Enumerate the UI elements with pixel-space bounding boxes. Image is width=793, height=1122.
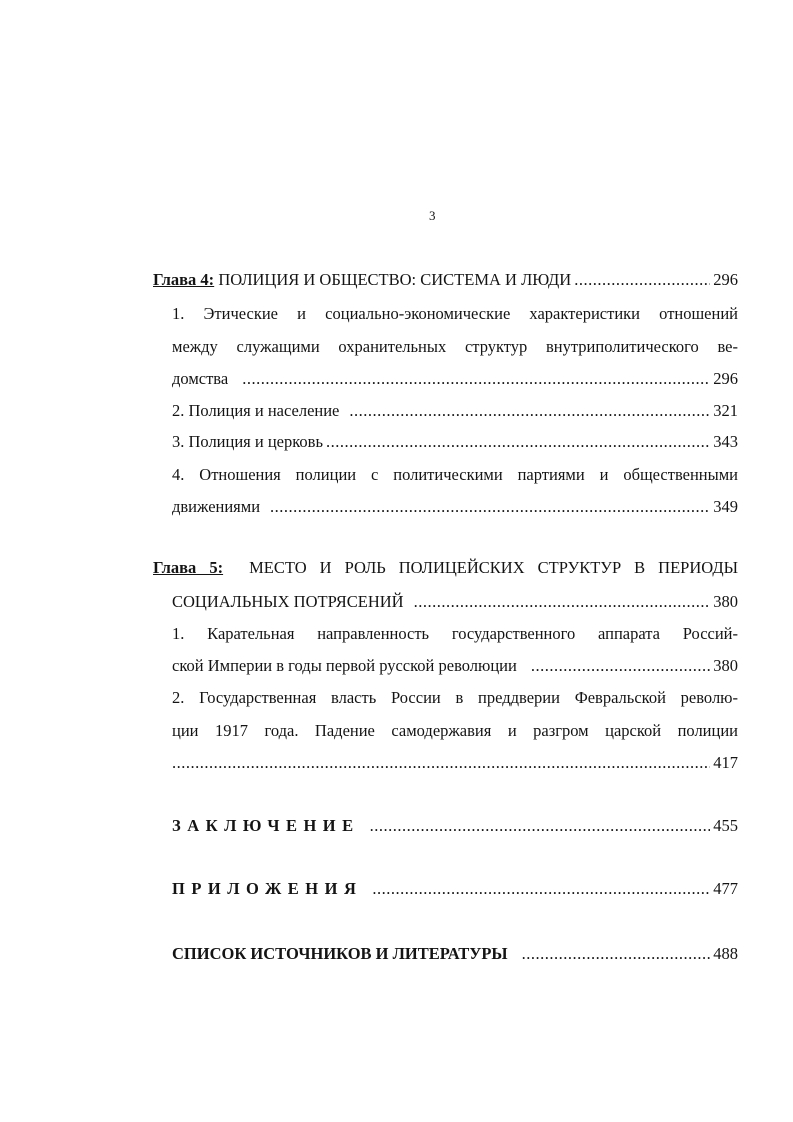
conclusion-page: 455 (713, 816, 738, 835)
chapter-4-label: Глава 4: (153, 270, 215, 289)
toc-item-4-1-page: 296 (713, 369, 738, 388)
dot-leader (414, 592, 711, 612)
dot-leader (531, 656, 710, 676)
toc-item-4-1-line2[interactable]: между служащими охранительных структур внутриполитического ве- (172, 337, 738, 356)
conclusion-label: ЗАКЛЮЧЕНИЕ (172, 816, 360, 835)
toc-item-5-2-line1[interactable]: 2. Государственная власть России в преддверии Февральской револю- (172, 688, 738, 707)
toc-item-5-1-text: ской Империи в годы первой русской революции (172, 656, 517, 675)
toc-item-4-2-text: 2. Полиция и население (172, 401, 340, 420)
toc-item-4-2-page: 321 (713, 401, 738, 420)
appendices-page: 477 (713, 879, 738, 898)
dot-leader (172, 753, 710, 773)
sources-page: 488 (713, 944, 738, 963)
toc-item-4-4-line2[interactable] (172, 497, 738, 517)
chapter-5-page: 380 (713, 592, 738, 611)
page-number: 3 (429, 208, 436, 223)
toc-item-5-2-line2[interactable]: ции 1917 года. Падение самодержавия и разгром царской полиции (172, 721, 738, 740)
toc-item-4-4-text: движениями (172, 497, 261, 516)
toc-item-4-3[interactable] (172, 432, 738, 452)
toc-item-5-1-line1[interactable]: 1. Карательная направленность государственного аппарата Россий- (172, 624, 738, 643)
toc-item-5-2-line3[interactable] (172, 753, 738, 773)
toc-conclusion[interactable] (172, 816, 738, 836)
chapter-4-title: ПОЛИЦИЯ И ОБЩЕСТВО: СИСТЕМА И ЛЮДИ (218, 270, 572, 289)
dot-leader (270, 497, 710, 517)
dot-leader (370, 816, 711, 836)
toc-item-4-4-line1[interactable]: 4. Отношения полиции с политическими партиями и общественными (172, 465, 738, 484)
sources-label: СПИСОК ИСТОЧНИКОВ И ЛИТЕРАТУРЫ (172, 944, 508, 963)
toc-sources[interactable] (172, 944, 738, 964)
toc-item-5-1-page: 380 (713, 656, 738, 675)
toc-item-4-1-line1[interactable]: 1. Этические и социально-экономические характеристики отношений (172, 304, 738, 323)
toc-item-4-3-page: 343 (713, 432, 738, 451)
toc-chapter-5[interactable] (153, 558, 738, 578)
toc-item-4-1-text: домства (172, 369, 229, 388)
dot-leader (522, 944, 711, 964)
toc-item-5-1-line2[interactable] (172, 656, 738, 676)
dot-leader (326, 432, 710, 452)
toc-item-4-2[interactable] (172, 401, 738, 421)
toc-item-4-3-text: 3. Полиция и церковь (172, 432, 323, 451)
appendices-label: ПРИЛОЖЕНИЯ (172, 879, 363, 898)
toc-appendices[interactable] (172, 879, 738, 899)
dot-leader (242, 369, 710, 389)
toc-item-4-4-page: 349 (713, 497, 738, 516)
chapter-5-title-line1: МЕСТО И РОЛЬ ПОЛИЦЕЙСКИХ СТРУКТУР В ПЕРИОДЫ (249, 558, 738, 577)
dot-leader (574, 270, 710, 290)
chapter-4-page: 296 (713, 270, 738, 289)
toc-chapter-4[interactable] (153, 270, 738, 290)
dot-leader (372, 879, 710, 899)
toc-item-5-2-page: 417 (713, 753, 738, 772)
dot-leader (349, 401, 710, 421)
chapter-5-label: Глава 5: (153, 558, 224, 577)
chapter-5-title-line2: СОЦИАЛЬНЫХ ПОТРЯСЕНИЙ (172, 592, 404, 611)
toc-chapter-5-line2[interactable] (172, 592, 738, 612)
toc-item-4-1-line3[interactable] (172, 369, 738, 389)
